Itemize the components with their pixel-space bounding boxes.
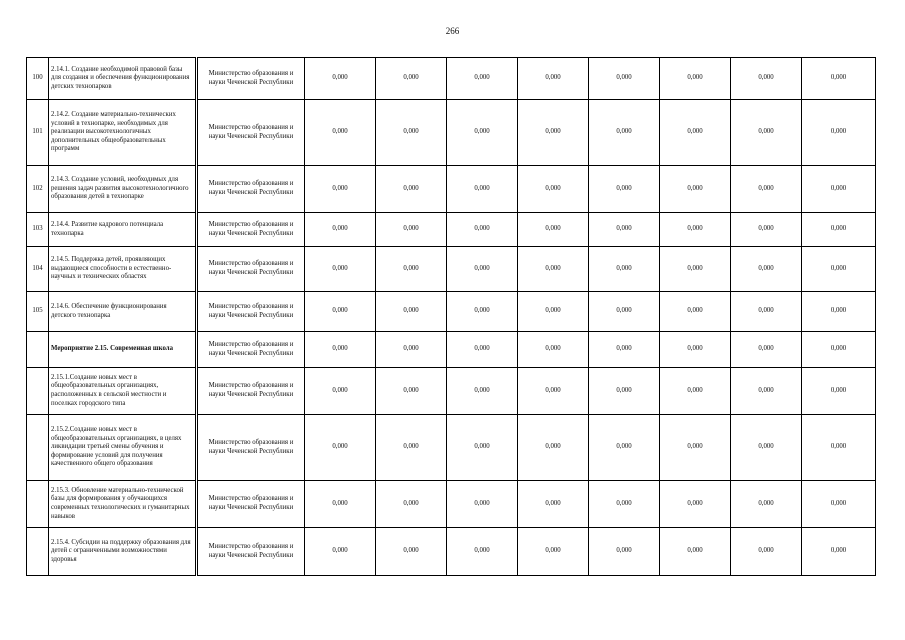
funding-value: 0,000 — [447, 368, 518, 415]
funding-value: 0,000 — [660, 415, 731, 481]
funding-value: 0,000 — [731, 213, 802, 247]
row-number — [27, 332, 49, 368]
funding-value: 0,000 — [802, 166, 876, 213]
funding-value: 0,000 — [731, 415, 802, 481]
executor-name: Министерство образования и науки Чеченской Республики — [197, 415, 305, 481]
table-row — [27, 332, 876, 368]
funding-value: 0,000 — [305, 213, 376, 247]
funding-value: 0,000 — [376, 247, 447, 292]
funding-value: 0,000 — [802, 58, 876, 100]
measure-description: Мероприятие 2.15. Современная школа — [49, 332, 197, 368]
funding-value: 0,000 — [376, 415, 447, 481]
funding-value: 0,000 — [589, 415, 660, 481]
funding-value: 0,000 — [660, 332, 731, 368]
table-row — [27, 368, 876, 415]
funding-value: 0,000 — [518, 415, 589, 481]
funding-value: 0,000 — [660, 247, 731, 292]
funding-value: 0,000 — [305, 415, 376, 481]
funding-value: 0,000 — [589, 213, 660, 247]
funding-value: 0,000 — [305, 166, 376, 213]
funding-value: 0,000 — [518, 58, 589, 100]
funding-value: 0,000 — [589, 332, 660, 368]
executor-name: Министерство образования и науки Чеченской Республики — [197, 58, 305, 100]
funding-value: 0,000 — [802, 415, 876, 481]
funding-value: 0,000 — [518, 247, 589, 292]
funding-value: 0,000 — [447, 58, 518, 100]
row-number: 102 — [27, 166, 49, 213]
table-row — [27, 100, 876, 166]
table-row — [27, 528, 876, 576]
funding-value: 0,000 — [376, 481, 447, 528]
row-number — [27, 481, 49, 528]
funding-value: 0,000 — [660, 528, 731, 576]
table-row — [27, 247, 876, 292]
row-number: 103 — [27, 213, 49, 247]
funding-value: 0,000 — [731, 481, 802, 528]
funding-value: 0,000 — [447, 292, 518, 332]
funding-value: 0,000 — [447, 332, 518, 368]
row-number — [27, 528, 49, 576]
row-number: 101 — [27, 100, 49, 166]
table-row — [27, 292, 876, 332]
funding-value: 0,000 — [447, 481, 518, 528]
measure-description: 2.15.2.Создание новых мест в общеобразовательных организациях, в целях ликвидации третьей смены обучения и формирование условий для получения качественного общего образования — [49, 415, 197, 481]
row-number — [27, 415, 49, 481]
table-row — [27, 213, 876, 247]
funding-value: 0,000 — [731, 100, 802, 166]
funding-value: 0,000 — [518, 166, 589, 213]
funding-value: 0,000 — [731, 292, 802, 332]
funding-value: 0,000 — [802, 213, 876, 247]
funding-value: 0,000 — [660, 166, 731, 213]
funding-value: 0,000 — [376, 528, 447, 576]
funding-value: 0,000 — [447, 528, 518, 576]
funding-value: 0,000 — [660, 100, 731, 166]
funding-value: 0,000 — [731, 58, 802, 100]
funding-value: 0,000 — [447, 247, 518, 292]
funding-value: 0,000 — [447, 213, 518, 247]
row-number: 100 — [27, 58, 49, 100]
funding-value: 0,000 — [589, 247, 660, 292]
measure-description: 2.14.3. Создание условий, необходимых для решения задач развития высокотехнологичного образования детей в технопарке — [49, 166, 197, 213]
funding-value: 0,000 — [305, 481, 376, 528]
measure-description: 2.14.2. Создание материально-технических условий в технопарке, необходимых для реализации высокотехнологичных дополнительных общеобразовательных программ — [49, 100, 197, 166]
funding-value: 0,000 — [518, 100, 589, 166]
funding-value: 0,000 — [589, 292, 660, 332]
row-number — [27, 368, 49, 415]
table-row — [27, 166, 876, 213]
executor-name: Министерство образования и науки Чеченской Республики — [197, 481, 305, 528]
funding-value: 0,000 — [376, 58, 447, 100]
funding-value: 0,000 — [660, 213, 731, 247]
executor-name: Министерство образования и науки Чеченской Республики — [197, 213, 305, 247]
funding-value: 0,000 — [589, 368, 660, 415]
page-number: 266 — [445, 26, 460, 36]
row-number: 104 — [27, 247, 49, 292]
funding-value: 0,000 — [589, 166, 660, 213]
funding-value: 0,000 — [802, 100, 876, 166]
funding-value: 0,000 — [376, 213, 447, 247]
funding-value: 0,000 — [447, 415, 518, 481]
funding-value: 0,000 — [731, 332, 802, 368]
table-body — [27, 58, 876, 576]
funding-value: 0,000 — [589, 100, 660, 166]
measure-description: 2.15.1.Создание новых мест в общеобразовательных организациях, расположенных в сельской местности и поселках городского типа — [49, 368, 197, 415]
funding-value: 0,000 — [660, 292, 731, 332]
funding-value: 0,000 — [589, 58, 660, 100]
funding-value: 0,000 — [802, 247, 876, 292]
funding-value: 0,000 — [518, 481, 589, 528]
funding-value: 0,000 — [802, 481, 876, 528]
funding-value: 0,000 — [376, 100, 447, 166]
measure-description: 2.14.4. Развитие кадрового потенциала технопарка — [49, 213, 197, 247]
funding-value: 0,000 — [518, 213, 589, 247]
executor-name: Министерство образования и науки Чеченской Республики — [197, 528, 305, 576]
funding-value: 0,000 — [305, 100, 376, 166]
funding-value: 0,000 — [376, 368, 447, 415]
executor-name: Министерство образования и науки Чеченской Республики — [197, 332, 305, 368]
funding-value: 0,000 — [305, 332, 376, 368]
executor-name: Министерство образования и науки Чеченской Республики — [197, 368, 305, 415]
measure-description: 2.15.3. Обновление материально-технической базы для формирования у обучающихся современных технологических и гуманитарных навыков — [49, 481, 197, 528]
row-number: 105 — [27, 292, 49, 332]
funding-value: 0,000 — [660, 481, 731, 528]
table-row — [27, 415, 876, 481]
funding-value: 0,000 — [802, 332, 876, 368]
measure-description: 2.14.1. Создание необходимой правовой базы для создания и обеспечения функционирования детских технопарков — [49, 58, 197, 100]
measure-description: 2.14.5. Поддержка детей, проявляющих выдающиеся способности в естественно-научных и технических областях — [49, 247, 197, 292]
funding-value: 0,000 — [589, 528, 660, 576]
funding-value: 0,000 — [305, 292, 376, 332]
funding-value: 0,000 — [447, 166, 518, 213]
funding-value: 0,000 — [376, 292, 447, 332]
funding-value: 0,000 — [802, 292, 876, 332]
funding-value: 0,000 — [305, 247, 376, 292]
funding-value: 0,000 — [731, 368, 802, 415]
funding-value: 0,000 — [731, 166, 802, 213]
table-row — [27, 481, 876, 528]
executor-name: Министерство образования и науки Чеченской Республики — [197, 292, 305, 332]
measure-description: 2.14.6. Обеспечение функционирования детского технопарка — [49, 292, 197, 332]
budget-table — [26, 57, 876, 576]
funding-value: 0,000 — [589, 481, 660, 528]
funding-value: 0,000 — [518, 368, 589, 415]
funding-value: 0,000 — [802, 368, 876, 415]
funding-value: 0,000 — [518, 292, 589, 332]
funding-value: 0,000 — [305, 368, 376, 415]
funding-value: 0,000 — [376, 332, 447, 368]
funding-value: 0,000 — [660, 368, 731, 415]
funding-value: 0,000 — [305, 58, 376, 100]
funding-value: 0,000 — [447, 100, 518, 166]
funding-value: 0,000 — [518, 332, 589, 368]
executor-name: Министерство образования и науки Чеченской Республики — [197, 247, 305, 292]
funding-value: 0,000 — [518, 528, 589, 576]
table-row — [27, 58, 876, 100]
funding-value: 0,000 — [660, 58, 731, 100]
funding-value: 0,000 — [376, 166, 447, 213]
measure-description: 2.15.4. Субсидии на поддержку образования для детей с ограниченными возможностями здоровья — [49, 528, 197, 576]
executor-name: Министерство образования и науки Чеченской Республики — [197, 166, 305, 213]
funding-value: 0,000 — [731, 247, 802, 292]
funding-value: 0,000 — [802, 528, 876, 576]
executor-name: Министерство образования и науки Чеченской Республики — [197, 100, 305, 166]
funding-value: 0,000 — [731, 528, 802, 576]
funding-value: 0,000 — [305, 528, 376, 576]
